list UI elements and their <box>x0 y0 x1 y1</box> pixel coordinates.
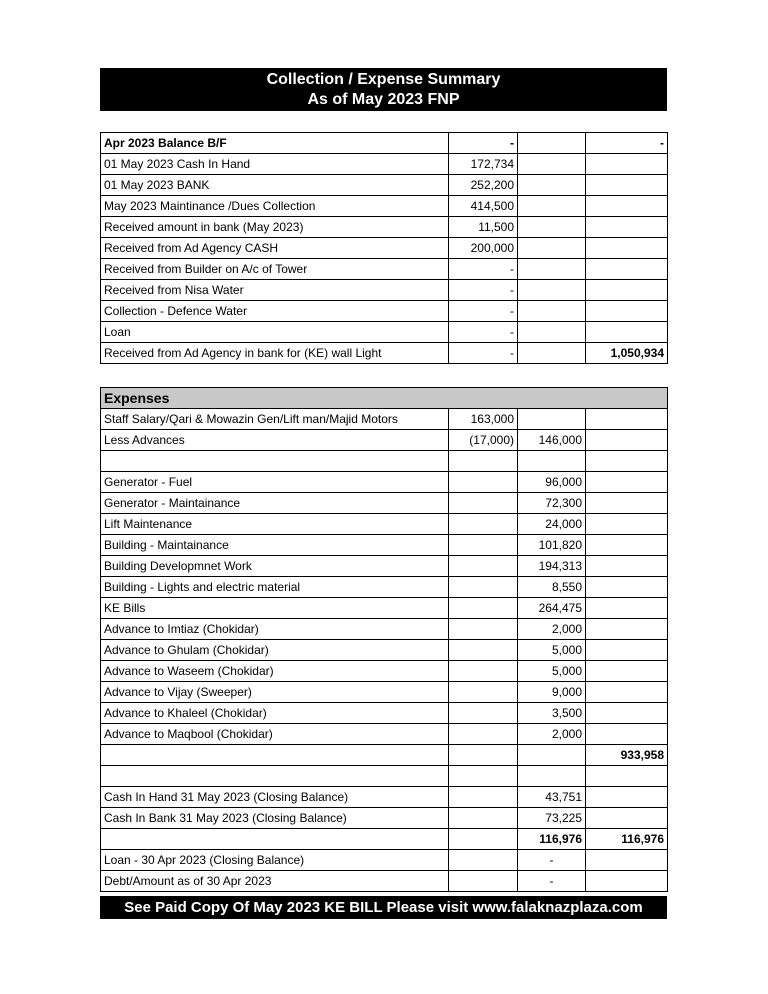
blank-cell <box>518 745 586 766</box>
blank-cell <box>101 829 449 850</box>
amount-cell: 101,820 <box>518 535 586 556</box>
income-row <box>101 301 668 322</box>
amount-cell: 264,475 <box>518 598 586 619</box>
blank-cell <box>449 514 518 535</box>
blank-cell <box>449 766 518 787</box>
label-cell: Received from Ad Agency CASH <box>101 238 449 259</box>
blank-cell <box>586 514 668 535</box>
blank-cell <box>518 259 586 280</box>
blank-cell <box>586 766 668 787</box>
expense-row <box>101 514 668 535</box>
label-cell: Cash In Hand 31 May 2023 (Closing Balance) <box>101 787 449 808</box>
amount-cell: 252,200 <box>449 175 518 196</box>
label-cell: Advance to Vijay (Sweeper) <box>101 682 449 703</box>
label-cell: Building - Maintainance <box>101 535 449 556</box>
blank-cell <box>518 409 586 430</box>
expenses-total: 933,958 <box>586 745 668 766</box>
label-cell: Advance to Waseem (Chokidar) <box>101 661 449 682</box>
blank-cell <box>586 493 668 514</box>
blank-cell <box>586 598 668 619</box>
label-cell: Received from Builder on A/c of Tower <box>101 259 449 280</box>
total-cell <box>586 154 668 175</box>
blank-cell <box>586 787 668 808</box>
blank-cell <box>101 766 449 787</box>
blank-cell <box>449 619 518 640</box>
label-cell: Building - Lights and electric material <box>101 577 449 598</box>
expenses-heading: Expenses <box>101 388 668 409</box>
amount-cell: 8,550 <box>518 577 586 598</box>
income-row <box>101 238 668 259</box>
expense-row <box>101 556 668 577</box>
label-cell: Lift Maintenance <box>101 514 449 535</box>
expenses-heading-row <box>101 388 668 409</box>
blank-cell <box>518 766 586 787</box>
income-row <box>101 322 668 343</box>
blank-cell <box>586 661 668 682</box>
net-cell: 146,000 <box>518 430 586 451</box>
blank-cell <box>586 808 668 829</box>
blank-cell <box>449 703 518 724</box>
amount-cell: - <box>449 259 518 280</box>
closing-subtotal-row <box>101 829 668 850</box>
label-cell: Advance to Ghulam (Chokidar) <box>101 640 449 661</box>
blank-cell <box>518 451 586 472</box>
amount-cell: 73,225 <box>518 808 586 829</box>
blank-cell <box>449 829 518 850</box>
blank-cell <box>449 745 518 766</box>
amount-cell: 43,751 <box>518 787 586 808</box>
income-row <box>101 154 668 175</box>
blank-cell <box>586 682 668 703</box>
expense-row <box>101 682 668 703</box>
income-row <box>101 343 668 364</box>
blank-cell <box>586 871 668 892</box>
blank-cell <box>518 175 586 196</box>
label-cell: Collection - Defence Water <box>101 301 449 322</box>
amount-cell: 24,000 <box>518 514 586 535</box>
blank-cell <box>586 724 668 745</box>
expense-row <box>101 493 668 514</box>
amount-cell: (17,000) <box>449 430 518 451</box>
blank-cell <box>586 472 668 493</box>
blank-cell <box>586 619 668 640</box>
blank-cell <box>449 577 518 598</box>
expense-row <box>101 619 668 640</box>
amount-cell: - <box>449 133 518 154</box>
amount-cell: - <box>449 301 518 322</box>
total-cell <box>586 175 668 196</box>
income-table <box>100 132 668 364</box>
salary-row <box>101 409 668 430</box>
label-cell: 01 May 2023 Cash In Hand <box>101 154 449 175</box>
total-cell <box>586 322 668 343</box>
blank-cell <box>518 301 586 322</box>
label-cell: Loan <box>101 322 449 343</box>
blank-cell <box>518 322 586 343</box>
label-cell: Received from Ad Agency in bank for (KE) wall Light <box>101 343 449 364</box>
blank-cell <box>449 472 518 493</box>
expense-row <box>101 640 668 661</box>
blank-cell <box>449 871 518 892</box>
loan-row <box>101 850 668 871</box>
income-row <box>101 259 668 280</box>
expense-table <box>100 387 668 892</box>
blank-cell <box>449 451 518 472</box>
expense-row <box>101 598 668 619</box>
cash-in-bank-row <box>101 808 668 829</box>
expense-row <box>101 661 668 682</box>
amount-cell: 9,000 <box>518 682 586 703</box>
label-cell: Advance to Imtiaz (Chokidar) <box>101 619 449 640</box>
label-cell: Generator - Fuel <box>101 472 449 493</box>
blank-cell <box>518 154 586 175</box>
income-header-row <box>101 133 668 154</box>
blank-cell <box>449 556 518 577</box>
blank-cell <box>586 703 668 724</box>
amount-cell: 2,000 <box>518 724 586 745</box>
income-row <box>101 196 668 217</box>
expense-row <box>101 724 668 745</box>
title-line-2: As of May 2023 FNP <box>307 91 460 108</box>
expense-row <box>101 703 668 724</box>
blank-cell <box>586 850 668 871</box>
amount-cell: - <box>449 343 518 364</box>
expenses-total-row <box>101 745 668 766</box>
amount-cell: 172,734 <box>449 154 518 175</box>
title-line-1: Collection / Expense Summary <box>266 71 501 88</box>
total-cell: 1,050,934 <box>586 343 668 364</box>
amount-cell: 72,300 <box>518 493 586 514</box>
blank-cell <box>518 196 586 217</box>
advances-row <box>101 430 668 451</box>
label-cell: Apr 2023 Balance B/F <box>101 133 449 154</box>
closing-subtotal: 116,976 <box>518 829 586 850</box>
label-cell: Building Developmnet Work <box>101 556 449 577</box>
blank-cell <box>449 661 518 682</box>
expense-row <box>101 535 668 556</box>
income-row <box>101 217 668 238</box>
blank-cell <box>449 493 518 514</box>
label-cell: May 2023 Maintinance /Dues Collection <box>101 196 449 217</box>
label-cell: Debt/Amount as of 30 Apr 2023 <box>101 871 449 892</box>
amount-cell: 96,000 <box>518 472 586 493</box>
blank-cell <box>518 217 586 238</box>
income-row <box>101 175 668 196</box>
blank-cell <box>586 430 668 451</box>
blank-cell <box>518 343 586 364</box>
footer-banner: See Paid Copy Of May 2023 KE BILL Please visit www.falaknazplaza.com <box>100 896 667 919</box>
total-cell <box>586 238 668 259</box>
amount-cell: 2,000 <box>518 619 586 640</box>
label-cell: Less Advances <box>101 430 449 451</box>
spacer-row <box>101 451 668 472</box>
label-cell: Received from Nisa Water <box>101 280 449 301</box>
amount-cell: 3,500 <box>518 703 586 724</box>
amount-cell: - <box>518 871 586 892</box>
amount-cell: 5,000 <box>518 640 586 661</box>
total-cell <box>586 196 668 217</box>
blank-cell <box>586 577 668 598</box>
blank-cell <box>449 640 518 661</box>
blank-cell <box>449 598 518 619</box>
amount-cell: 200,000 <box>449 238 518 259</box>
blank-cell <box>101 745 449 766</box>
label-cell: Cash In Bank 31 May 2023 (Closing Balance) <box>101 808 449 829</box>
label-cell: Advance to Khaleel (Chokidar) <box>101 703 449 724</box>
label-cell: Advance to Maqbool (Chokidar) <box>101 724 449 745</box>
blank-cell <box>518 133 586 154</box>
amount-cell: 11,500 <box>449 217 518 238</box>
amount-cell: 414,500 <box>449 196 518 217</box>
label-cell: 01 May 2023 BANK <box>101 175 449 196</box>
amount-cell: 5,000 <box>518 661 586 682</box>
blank-cell <box>518 280 586 301</box>
closing-total: 116,976 <box>586 829 668 850</box>
blank-cell <box>449 787 518 808</box>
income-row <box>101 280 668 301</box>
amount-cell: 194,313 <box>518 556 586 577</box>
blank-cell <box>449 850 518 871</box>
total-cell <box>586 301 668 322</box>
label-cell: Generator - Maintainance <box>101 493 449 514</box>
total-cell: - <box>586 133 668 154</box>
blank-cell <box>586 535 668 556</box>
blank-cell <box>449 724 518 745</box>
blank-cell <box>586 409 668 430</box>
total-cell <box>586 217 668 238</box>
expense-row <box>101 472 668 493</box>
total-cell <box>586 259 668 280</box>
blank-cell <box>518 238 586 259</box>
title-banner <box>100 68 667 111</box>
blank-cell <box>586 556 668 577</box>
label-cell: Received amount in bank (May 2023) <box>101 217 449 238</box>
blank-cell <box>449 808 518 829</box>
label-cell: KE Bills <box>101 598 449 619</box>
amount-cell: - <box>518 850 586 871</box>
cash-in-hand-row <box>101 787 668 808</box>
amount-cell: - <box>449 280 518 301</box>
expense-row <box>101 577 668 598</box>
label-cell: Staff Salary/Qari & Mowazin Gen/Lift man/Majid Motors <box>101 409 449 430</box>
blank-cell <box>449 535 518 556</box>
blank-cell <box>449 682 518 703</box>
blank-cell <box>101 451 449 472</box>
amount-cell: 163,000 <box>449 409 518 430</box>
debt-row <box>101 871 668 892</box>
blank-cell <box>586 451 668 472</box>
label-cell: Loan - 30 Apr 2023 (Closing Balance) <box>101 850 449 871</box>
blank-cell <box>586 640 668 661</box>
spacer-row <box>101 766 668 787</box>
total-cell <box>586 280 668 301</box>
amount-cell: - <box>449 322 518 343</box>
